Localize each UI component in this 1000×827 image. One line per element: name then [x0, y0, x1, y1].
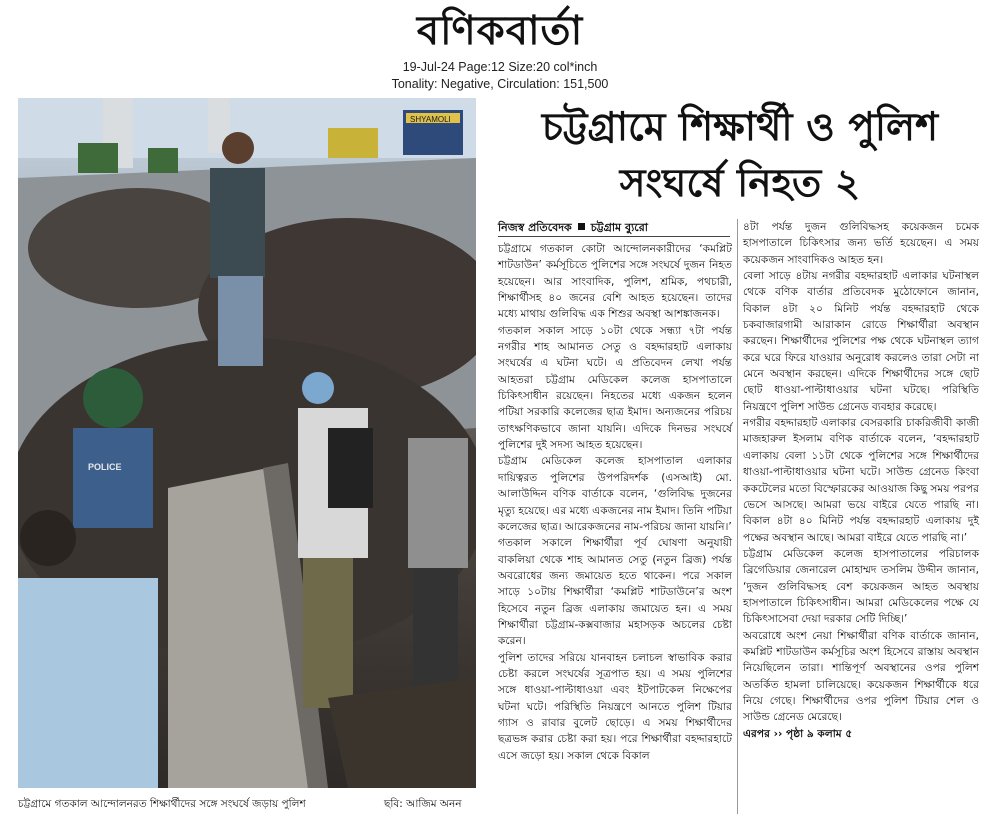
- paragraph: চট্টগ্রামে গতকাল কোটা আন্দোলনকারীদের ‘কমপ্লিট শাটডাউন’ কর্মসূচিতে পুলিশের সঙ্গে সংঘর্ষে দুজন নিহত হয়েছেন। আর সাংবাদিক, পুলিশ, শ্রমিক, পথচারী, শিক্ষার্থীসহ ৪০ জনের বেশি আহত হয়েছেন। তাদের মধ্যে মাথায় গুলিবিদ্ধ এক শিশুর অবস্থা আশঙ্কাজনক।: [498, 243, 732, 321]
- police-vest-text: POLICE: [88, 462, 122, 472]
- clipping-meta-tonality: Tonality: Negative, Circulation: 151,500: [391, 77, 609, 91]
- masthead: [0, 8, 1000, 54]
- article-column-2: [743, 219, 979, 742]
- paragraph: চট্টগ্রাম মেডিকেল কলেজ হাসপাতালের পরিচালক ব্রিগেডিয়ার জেনারেল মোহাম্মদ তসলিম উদ্দীন জানান, ‘দুজন গুলিবিদ্ধসহ বেশ কয়েকজন আহত অবস্থায় হাসপাতালে চিকিৎসাধীন। আমরা মেডিকেলের পক্ষে যে চিকিৎসাসেবা দেয়া দরকার সেটি দিচ্ছি।’: [743, 547, 979, 626]
- paragraph: অবরোধে অংশ নেয়া শিক্ষার্থীরা বণিক বার্তাকে জানান, কমপ্লিট শাটডাউন কর্মসূচির অংশ হিসেবে রাস্তায় অবস্থান নিয়েছিলেন তারা। শান্তিপূর্ণ অবস্থানের ওপর পুলিশ অতর্কিত হামলা চালিয়েছে। কয়েকজন শিক্ষার্থীকে ধরে নিয়ে গেছে। শিক্ষার্থীদের ওপর পুলিশ টিয়ার শেল ও সাউন্ড গ্রেনেড মেরেছে।: [743, 629, 979, 724]
- paragraph: বেলা সাড়ে ৪টায় নগরীর বহদ্দারহাট এলাকার ঘটনাস্থল থেকে বণিক বার্তার প্রতিবেদক মুঠোফোনে জানান, বিকাল ৪টা ২০ মিনিট পর্যন্ত বহদ্দারহাট থেকে চকবাজারগামী আরাকান রোডে শিক্ষার্থীরা অবস্থান করছেন। শিক্ষার্থীদের পুলিশের পক্ষ থেকে ঘটনাস্থল ত্যাগ করে ঘরে ফিরে যাওয়ার অনুরোধ করলেও তারা সেটা না মেনে অবস্থান করছেন। এদিকে শিক্ষার্থীদের সঙ্গে ছোট ছোট ধাওয়া-পাল্টাধাওয়ার ঘটনা ঘটছে। পরিস্থিতি নিয়ন্ত্রণে পুলিশ সাউন্ড গ্রেনেড ব্যবহার করেছে।: [743, 270, 979, 413]
- protest-photo-illustration: [18, 98, 476, 788]
- square-bullet-icon: [578, 223, 585, 230]
- continuation-note: এরপর ›› পৃষ্ঠা ৯ কলাম ৫: [743, 727, 853, 740]
- paragraph: নগরীর বহদ্দারহাট এলাকার বেসরকারি চাকরিজীবী কাজী মাজহারুল ইসলাম বণিক বার্তাকে বলেন, ‘বহদ্দারহাট এলাকায় বেলা ১১টা থেকে পুলিশের সঙ্গে শিক্ষার্থীদের ধাওয়া-পাল্টাধাওয়ার ঘটনা ঘটে। সাউন্ড গ্রেনেড কিংবা ককটেলের মতো বিস্ফোরকের আওয়াজ কিছু সময় পরপর ভেসে আসছে। আমরা ভয়ে বাইরে যেতে পারছি না। বিকাল ৪টা ৪০ মিনিট পর্যন্ত বহদ্দারহাট এলাকায় দুই পক্ষের অবস্থান আছে। আমরা বাইরে যেতে পারছি না।’: [743, 417, 979, 544]
- headline-line-2: সংঘর্ষে নিহত ২: [619, 161, 861, 206]
- news-photo: [18, 98, 476, 788]
- paragraph: চট্টগ্রাম মেডিকেল কলেজ হাসপাতাল এলাকার দায়িত্বরত পুলিশের উপপরিদর্শক (এসআই) মো. আলাউদ্দিন বণিক বার্তাকে বলেন, ‘গুলিবিদ্ধ দুজনের মৃত্যু হয়েছে। এর মধ্যে একজনের নাম ইমাদ। তিনি পটিয়া কলেজের ছাত্র। আরেকজনের নাম-পরিচয় জানা যায়নি।’: [498, 455, 732, 533]
- bus-sign: SHYAMOLI: [410, 115, 451, 124]
- photo-credit: ছবি: আজিম অনন: [384, 798, 462, 810]
- byline-divider: [498, 236, 730, 237]
- byline-author: নিজস্ব প্রতিবেদক: [498, 221, 572, 234]
- paragraph: গতকাল সকাল সাড়ে ১০টা থেকে সন্ধ্যা ৭টা পর্যন্ত নগরীর শাহ আমানত সেতু ও বহদ্দারহাট এলাকায় সংঘর্ষের এ ঘটনা ঘটে। এ প্রতিবেদন লেখা পর্যন্ত আহতরা চট্টগ্রাম মেডিকেল কলেজ হাসপাতালে চিকিৎসাধীন রয়েছেন। নিহতের মধ্যে একজন হলেন পটিয়া সরকারি কলেজের ছাত্র ইমাদ। অন্যজনের পরিচয় তাৎক্ষণিকভাবে জানা যায়নি। এদিকে দিনভর সংঘর্ষে পুলিশের দুই সদস্য আহত হয়েছেন।: [498, 324, 732, 452]
- column-divider: [737, 219, 738, 814]
- paragraph: গতকাল সকালে শিক্ষার্থীরা পূর্ব ঘোষণা অনুযায়ী বাকলিয়া থেকে শাহ আমানত সেতু (নতুন ব্রিজ) পর্যন্ত অবরোধের জন্য জমায়েত হতে থাকেন। পরে সকাল সাড়ে ১০টায় শিক্ষার্থীরা ‘কমপ্লিট শাটডাউনে’র অংশ হিসেবে নতুন ব্রিজ এলাকায় জমায়েত হন। এ সময় শিক্ষার্থীরা চট্টগ্রাম-কক্সবাজার মহাসড়ক অচলের চেষ্টা করেন।: [498, 537, 732, 648]
- clipping-meta-date-page: 19-Jul-24 Page:12 Size:20 col*inch: [402, 60, 598, 74]
- photo-caption: চট্টগ্রামে গতকাল আন্দোলনরত শিক্ষার্থীদের সঙ্গে সংঘর্ষে জড়ায় পুলিশ: [18, 798, 306, 810]
- headline-line-1: চট্টগ্রামে শিক্ষার্থী ও পুলিশ: [541, 105, 939, 150]
- paragraph: পুলিশ তাদের সরিয়ে যানবাহন চলাচল স্বাভাবিক করার চেষ্টা করলে সংঘর্ষের সূত্রপাত হয়। এ সময় পুলিশের সঙ্গে ধাওয়া-পাল্টাধাওয়া এবং ইটপাটকেল নিক্ষেপের ঘটনা ঘটে। পরিস্থিতি নিয়ন্ত্রণে আনতে পুলিশ টিয়ার গ্যাস ও রাবার বুলেট ছোড়ে। এ সময় শিক্ষার্থীদের ছত্রভঙ্গ করার চেষ্টা করা হয়। পরে শিক্ষার্থীরা বহদ্দারহাটে এসে জড়ো হয়। সকাল থেকে বিকাল: [498, 651, 732, 762]
- paragraph: ৪টা পর্যন্ত দুজন গুলিবিদ্ধসহ কয়েকজন চমেক হাসপাতালে চিকিৎসার জন্য ভর্তি হয়েছেন। এ সময় কয়েকজন সাংবাদিকও আহত হন।: [743, 221, 979, 266]
- byline-bureau: চট্টগ্রাম ব্যুরো: [590, 221, 648, 234]
- article-column-1: [498, 241, 732, 764]
- newspaper-logo: বণিকবার্তা: [416, 8, 584, 54]
